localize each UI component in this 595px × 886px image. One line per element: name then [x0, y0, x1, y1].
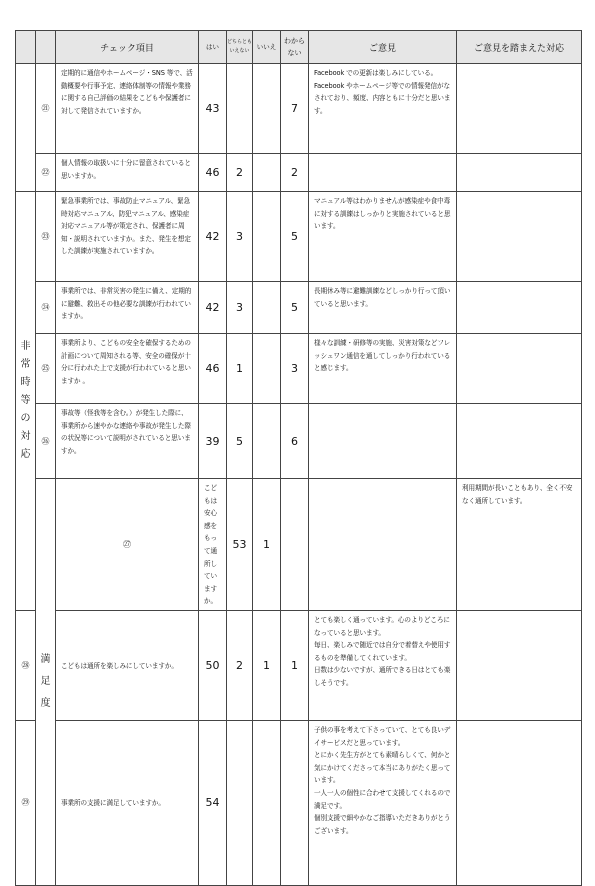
category-cell-emergency — [16, 192, 36, 611]
table-row — [16, 192, 582, 282]
table-row — [16, 64, 582, 154]
count-unknown — [309, 479, 457, 611]
count-neutral: 3 — [227, 282, 253, 334]
table-row — [16, 154, 582, 192]
count-no — [253, 192, 281, 282]
table-row — [16, 479, 582, 611]
count-neutral: 3 — [227, 192, 253, 282]
opinion-cell — [309, 720, 457, 885]
category-cell-blank — [16, 64, 36, 192]
count-yes: 54 — [199, 720, 227, 885]
count-yes: 42 — [199, 282, 227, 334]
response-cell — [457, 404, 582, 479]
count-no — [281, 479, 309, 611]
opinion-text: 一人一人の個性に合わせて支援してくれるので満足です。 — [314, 788, 451, 810]
question-text: 事業所では、非常災害の発生に備え、定期的に避難、救出その他必要な訓練が行われていますか。 — [56, 282, 199, 334]
header-yes: はい — [199, 31, 227, 64]
item-number: ㉔ — [36, 282, 56, 334]
count-neutral — [227, 64, 253, 154]
count-no — [253, 404, 281, 479]
header-opinion: ご意見 — [309, 31, 457, 64]
opinion-cell — [309, 282, 457, 334]
header-item: チェック項目 — [56, 31, 199, 64]
count-unknown: 7 — [281, 64, 309, 154]
category-label: 非 常 時 等 の 対 応 — [20, 340, 31, 460]
count-no — [253, 64, 281, 154]
count-yes: 46 — [199, 334, 227, 404]
opinion-text: 日数は少ないですが、通所できる日はとても楽しそうです。 — [314, 666, 451, 687]
header-no: いいえ — [253, 31, 281, 64]
response-cell — [457, 282, 582, 334]
count-yes: 43 — [199, 64, 227, 154]
count-neutral — [227, 720, 253, 885]
table-row — [16, 610, 582, 720]
count-no — [253, 334, 281, 404]
opinion-text: とても楽しく通っています。心のよりどころになっていると思います。 — [314, 615, 450, 637]
count-unknown — [281, 720, 309, 885]
category-label: 満 足 度 — [40, 653, 51, 709]
count-neutral: 2 — [227, 610, 253, 720]
header-neutral: どちらとも いえない — [227, 31, 253, 64]
header-response: ご意見を踏まえた対応 — [457, 31, 582, 64]
opinion-cell — [309, 334, 457, 404]
response-cell — [457, 192, 582, 282]
response-cell — [457, 334, 582, 404]
opinion-cell — [309, 64, 457, 154]
item-number: ㉑ — [36, 64, 56, 154]
response-cell — [457, 610, 582, 720]
item-number: ㉕ — [36, 334, 56, 404]
opinion-text: 利用期間が長いこともあり、全く不安なく通所しています。 — [462, 484, 573, 505]
count-no: 1 — [253, 610, 281, 720]
count-neutral: 1 — [227, 334, 253, 404]
count-yes: 46 — [199, 154, 227, 192]
table-row — [16, 282, 582, 334]
opinion-cell — [309, 154, 457, 192]
question-text: 事故等（怪我等を含む。）が発生した際に、事業所から速やかな連絡や事故が発生した際の状況等について説明がされていると思いますか。 — [56, 404, 199, 479]
opinion-cell — [309, 192, 457, 282]
count-no — [253, 720, 281, 885]
count-yes: 42 — [199, 192, 227, 282]
opinion-text: 様々な訓練・研修等の実施、災害対策などフレッシュワン通信を通してしっかり行われていると感じます。 — [314, 339, 451, 373]
survey-table — [15, 30, 582, 886]
question-text: 事業所より、こどもの安全を確保するための計画について周知される等、安全の確保が十分に行われた上で支援が行われていると思いますか 。 — [56, 334, 199, 404]
count-unknown: 6 — [281, 404, 309, 479]
opinion-text: とにかく先生方がとても素晴らしくて、何かと気にかけてくださって本当にありがたく思っています。 — [314, 751, 451, 785]
question-text: 定期的に通信やホームページ・SNS 等で、活動概要や行事予定、連絡体制等の情報や業務に関する自己評価の結果をこどもや保護者に対して発信されていますか。 — [56, 64, 199, 154]
count-yes: 53 — [227, 479, 253, 611]
response-cell — [457, 154, 582, 192]
item-number: ㉒ — [36, 154, 56, 192]
question-text: こどもは安心感をもって通所していますか。 — [199, 479, 227, 611]
count-unknown: 3 — [281, 334, 309, 404]
header-blank-2 — [36, 31, 56, 64]
response-cell — [457, 64, 582, 154]
question-text: 緊急事業所では、事故防止マニュアル、緊急時対応マニュアル、防犯マニュアル、感染症対応マニュアル等が策定され、保護者に周知・説明されていますか。また、発生を想定した訓練が実施されていますか。 — [56, 192, 199, 282]
opinion-cell — [457, 479, 582, 611]
question-text: 個人情報の取扱いに十分に留意されていると思いますか。 — [56, 154, 199, 192]
count-unknown: 1 — [281, 610, 309, 720]
count-no — [253, 282, 281, 334]
table-row — [16, 720, 582, 885]
count-neutral: 2 — [227, 154, 253, 192]
header-blank-1 — [16, 31, 36, 64]
count-no — [253, 154, 281, 192]
count-unknown: 2 — [281, 154, 309, 192]
item-number: ㉗ — [56, 479, 199, 611]
count-unknown: 5 — [281, 282, 309, 334]
opinion-text: 個別支援で細やかなご指導いただきありがとうございます。 — [314, 814, 451, 835]
header-row — [16, 31, 582, 64]
question-text: こどもは通所を楽しみにしていますか。 — [56, 610, 199, 720]
question-text: 事業所の支援に満足していますか。 — [56, 720, 199, 885]
table-row — [16, 334, 582, 404]
item-number: ㉖ — [36, 404, 56, 479]
opinion-text: 子供の事を考えて下さっていて、とても良いデイサービスだと思っています。 — [314, 725, 451, 747]
item-number: ㉙ — [16, 720, 36, 885]
opinion-text: 毎日、楽しみで随近では自分で着替えや使用するものを準備してくれています。 — [314, 641, 451, 662]
count-neutral: 1 — [253, 479, 281, 611]
opinion-cell — [309, 610, 457, 720]
header-unknown: わから ない — [281, 31, 309, 64]
table-row — [16, 404, 582, 479]
item-number: ㉓ — [36, 192, 56, 282]
opinion-text: Facebook やホームページ等での情報発信がなされており、頻度、内容ともに十分だと思います。 — [314, 81, 451, 115]
count-unknown: 5 — [281, 192, 309, 282]
item-number: ㉘ — [16, 610, 36, 720]
opinion-cell — [309, 404, 457, 479]
opinion-text: Facebook での更新は楽しみにしている。 — [314, 69, 438, 77]
opinion-text: 長期休み等に避難訓練などしっかり行って頂いていると思います。 — [314, 287, 451, 308]
count-yes: 39 — [199, 404, 227, 479]
category-cell-satisfaction — [36, 479, 56, 886]
response-cell — [457, 720, 582, 885]
count-yes: 50 — [199, 610, 227, 720]
opinion-text: マニュアル等はわかりませんが感染症や食中毒に対する訓練はしっかりと実施されていると思います。 — [314, 197, 451, 231]
count-neutral: 5 — [227, 404, 253, 479]
